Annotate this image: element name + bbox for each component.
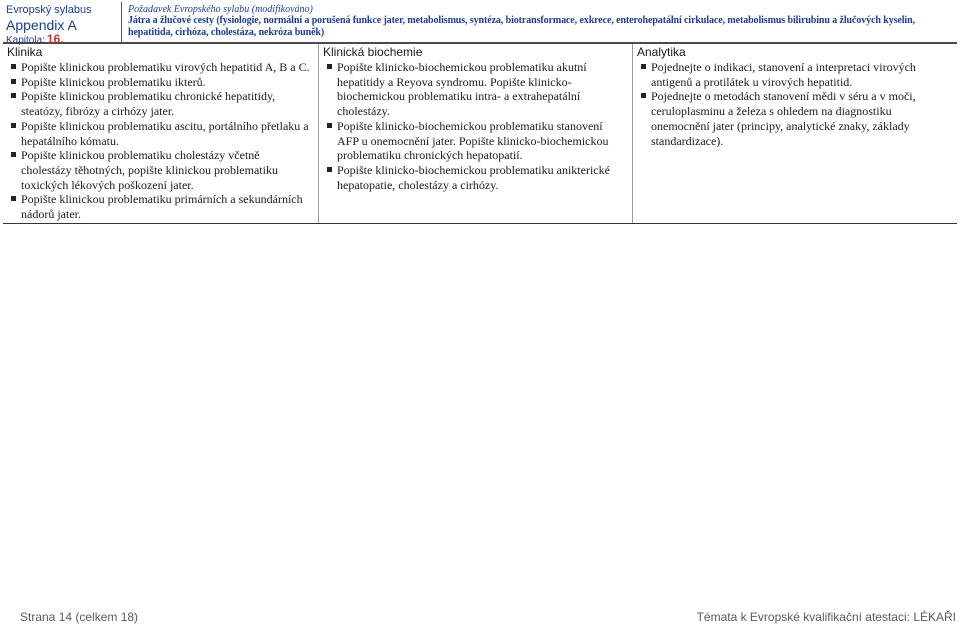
square-bullet-icon: [327, 123, 332, 128]
item-text: Popište klinickou problematiku ikterů.: [21, 74, 206, 89]
list-item: [5, 75, 312, 90]
list-item: [321, 119, 626, 163]
appendix-label: Appendix A: [6, 17, 77, 33]
item-text: Popište klinickou problematiku virových hepatitid A, B a C.: [21, 60, 310, 74]
square-bullet-icon: [641, 93, 646, 98]
topic-list: [319, 60, 632, 193]
square-bullet-icon: [327, 167, 332, 172]
item-text: Popište klinicko-biochemickou problematiku anikterické hepatopatie, cholestázy a cirhózy.: [337, 162, 610, 192]
column-header: Klinika: [7, 45, 43, 59]
list-item: [5, 119, 312, 148]
item-text: Popište klinicko-biochemickou problematiku akutní hepatitidy a Reyova syndromu. Popište klinicko-biochemickou problematiku intra- a extrahepatální cholestázy.: [337, 60, 587, 119]
square-bullet-icon: [11, 196, 16, 201]
item-text: Popište klinicko-biochemickou problematiku stanovení AFP u onemocnění jater. Popište klinicko-biochemickou problematiku chronických hepatopatií.: [337, 118, 609, 163]
chapter-description: Játra a žlučové cesty (fysiologie, normální a porušená funkce jater, metabolismus, syntéza, biotransformace, exkrece, enterohepatální cirkulace, metabolismus bilirubinu a žlučových kyselin, hepatitida, cirhóza, cholestáza, nekróza buněk): [128, 15, 915, 38]
list-item: [321, 60, 626, 119]
item-text: Pojednejte o metodách stanovení mědi v séru a v moči, ceruloplasminu a železa s ohledem na diagnostiku onemocnění jater (principy, analytické znaky, základy standardizace).: [651, 89, 916, 148]
header-right-cell: [128, 2, 957, 44]
square-bullet-icon: [11, 152, 16, 157]
column-klinika: [3, 44, 319, 223]
column-klinicka-biochemie: [319, 44, 633, 223]
chapter-label: Kapitola:: [6, 35, 45, 46]
item-text: Popište klinickou problematiku primárních a sekundárních nádorů jater.: [21, 192, 303, 222]
footer-doc-title: Témata k Evropské kvalifikační atestaci: LÉKAŘI: [696, 610, 956, 624]
chapter-number: 16.: [46, 32, 64, 46]
page-counter: Strana 14 (celkem 18): [20, 610, 139, 624]
item-text: Popište klinickou problematiku cholestázy včetně cholestázy těhotných, popište klinickou problematiku toxických lékových poškození jater.: [21, 148, 278, 192]
topic-list: [633, 60, 957, 149]
list-item: [635, 60, 951, 89]
square-bullet-icon: [641, 64, 646, 69]
document-header: [3, 2, 957, 44]
list-item: [635, 89, 951, 148]
topics-table: [3, 44, 957, 224]
column-header: Klinická biochemie: [323, 45, 423, 59]
syllabus-label: Evropský sylabus: [6, 4, 92, 16]
list-item: [5, 89, 312, 118]
square-bullet-icon: [11, 64, 16, 69]
requirement-subtitle: Požadavek Evropského sylabu (modifikováno): [128, 4, 313, 15]
page-footer: [20, 609, 956, 625]
square-bullet-icon: [11, 123, 16, 128]
list-item: [5, 60, 312, 75]
list-item: [321, 163, 626, 192]
item-text: Popište klinickou problematiku ascitu, portálního přetlaku a hepatálního kómatu.: [21, 118, 309, 148]
column-analytika: [633, 44, 957, 223]
square-bullet-icon: [11, 93, 16, 98]
square-bullet-icon: [327, 64, 332, 69]
square-bullet-icon: [11, 79, 16, 84]
item-text: Popište klinickou problematiku chronické hepatitidy, steatózy, fibrózy a cirhózy jater.: [21, 89, 276, 119]
item-text: Pojednejte o indikaci, stanovení a interpretaci virových antigenů a protilátek u virových hepatitid.: [651, 60, 916, 89]
header-left-cell: [3, 2, 122, 46]
list-item: [5, 148, 312, 192]
topic-list: [3, 60, 318, 223]
column-header: Analytika: [637, 45, 686, 59]
list-item: [5, 192, 312, 221]
